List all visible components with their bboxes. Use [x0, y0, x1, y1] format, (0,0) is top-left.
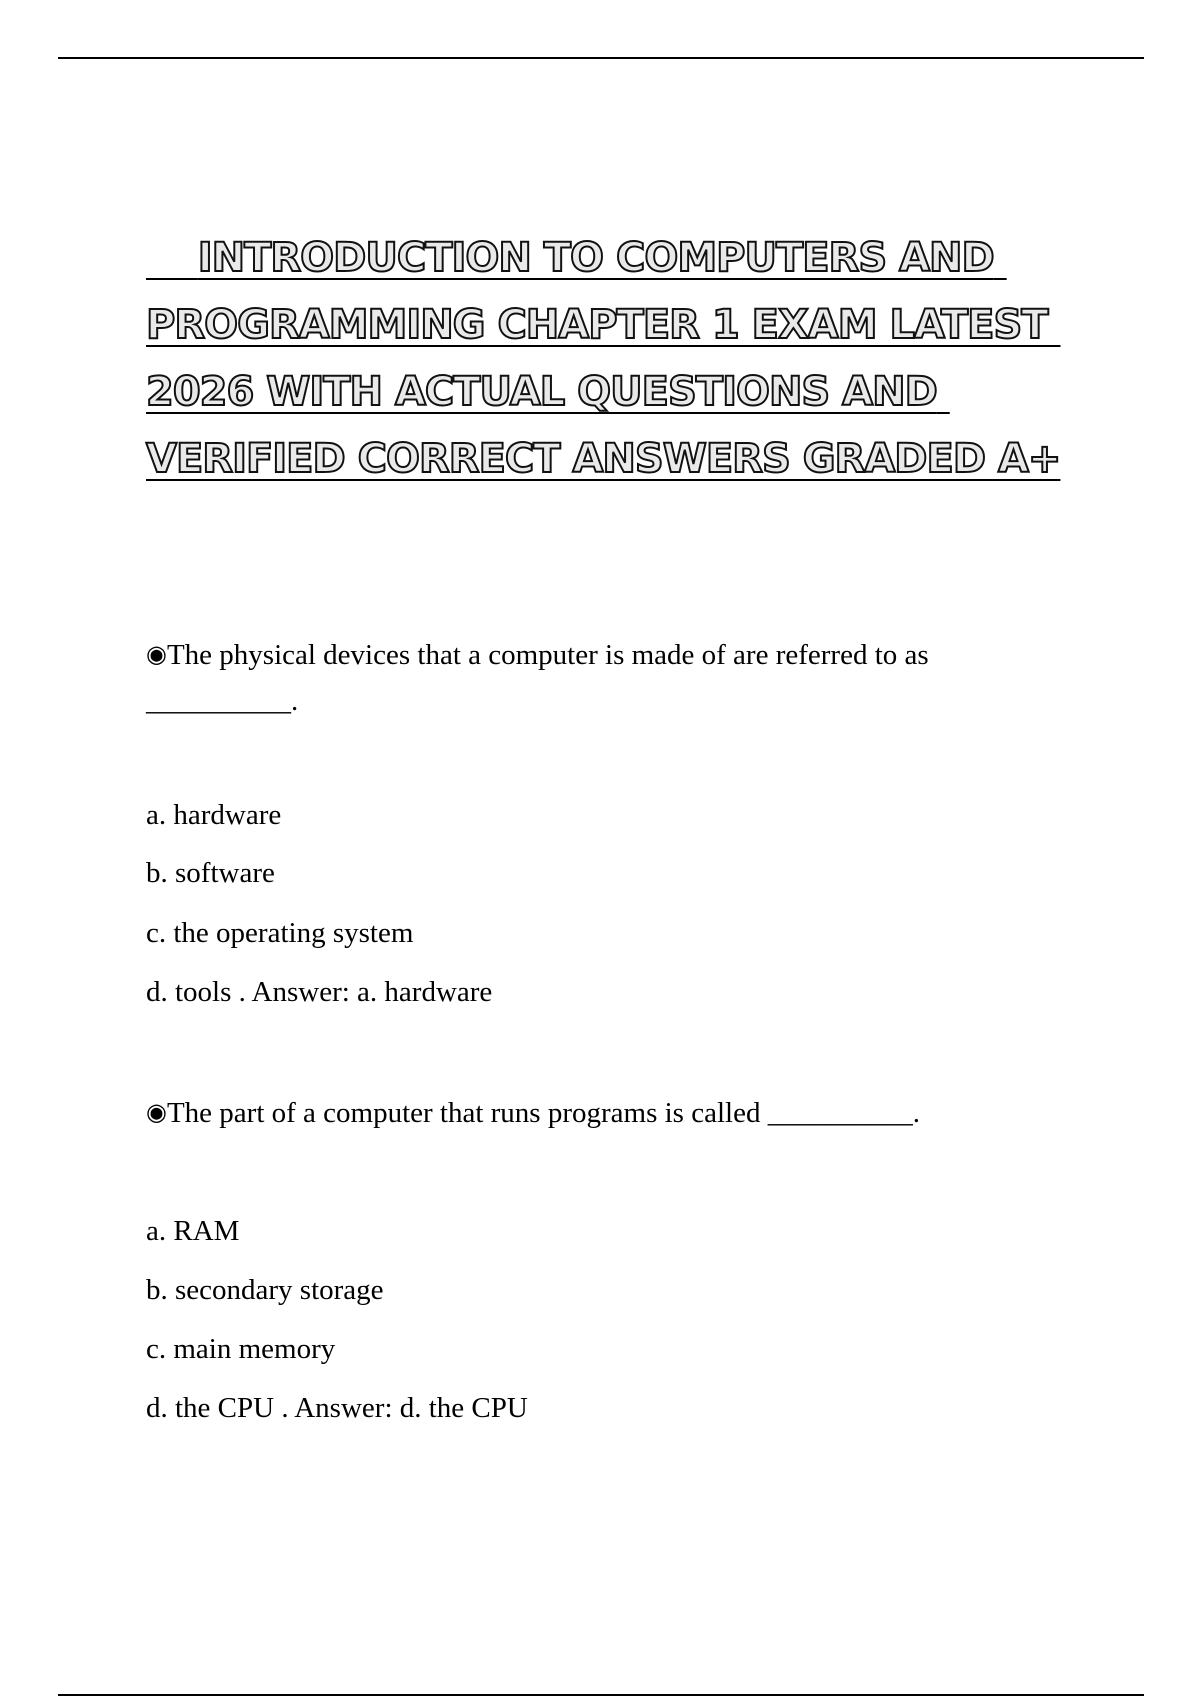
- question-2-option-d-answer: d. the CPU . Answer: d. the CPU: [146, 1392, 528, 1424]
- question-2-option-a: a. RAM: [146, 1215, 240, 1247]
- radio-bullet-icon: ◉: [146, 1100, 167, 1126]
- document-title: INTRODUCTION TO COMPUTERS AND PROGRAMMING CHAPTER 1 EXAM LATEST 2026 WITH ACTUAL QUESTIONS AND VERIFIED CORRECT ANSWERS GRADED A+: [146, 235, 1061, 482]
- question-2-text: The part of a computer that runs programs is called __________.: [166, 1097, 920, 1129]
- bottom-divider: [58, 1694, 1144, 1696]
- question-2-option-c: c. main memory: [146, 1333, 336, 1365]
- question-1-option-d-answer: d. tools . Answer: a. hardware: [146, 976, 493, 1008]
- question-1-text: The physical devices that a computer is made of are referred to as __________.: [146, 639, 929, 717]
- question-1-option-b: b. software: [146, 857, 275, 889]
- question-2-option-b: b. secondary storage: [146, 1274, 384, 1306]
- question-1-option-a: a. hardware: [146, 799, 282, 831]
- radio-bullet-icon: ◉: [146, 642, 167, 668]
- top-divider: [58, 57, 1144, 59]
- question-2: [146, 1090, 1046, 1136]
- question-1: [146, 632, 1046, 724]
- question-1-option-c: c. the operating system: [146, 917, 414, 949]
